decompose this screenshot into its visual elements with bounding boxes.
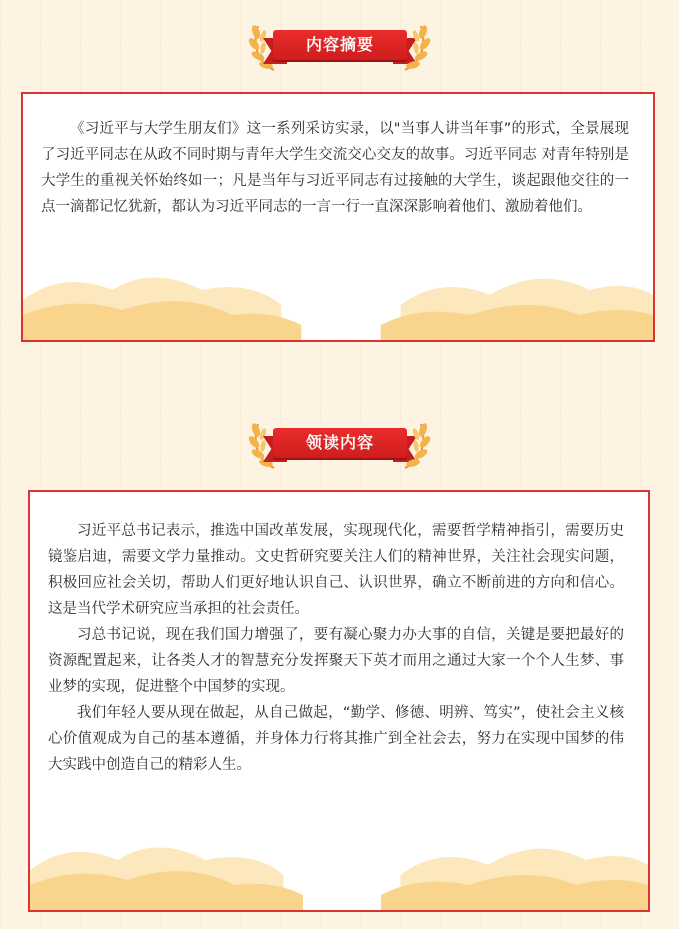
laurel-right-icon [397,418,431,470]
section-header-summary [0,14,679,74]
title-ribbon [273,428,407,462]
paragraph: 《习近平与大学生朋友们》这一系列采访实录，以"当事人讲当年事”的形式，全景展现了习近平同志在从政不同时期与青年大学生交流交心交友的故事。习近平同志 对青年特别是大学生的重视关怀始终如一；凡是当年与习近平同志有过接触的大学生，谈起跟他交往的一点一滴都记忆犹新，都认为习近平同志的一言一行一直深深影响着他们、激励着他们。 [41,121,629,215]
section-title: 领读内容 [305,433,374,452]
reading-card [28,490,650,912]
title-ribbon [273,30,407,64]
summary-text [23,94,653,220]
cloud-decoration [23,260,653,340]
section-title: 内容摘要 [305,35,374,54]
section-header-reading [0,412,679,472]
cloud-decoration [30,830,648,910]
laurel-right-icon [397,20,431,72]
paragraph: 我们年轻人要从现在做起，从自己做起，“勤学、修德、明辨、笃实”，使社会主义核心价值观成为自己的基本遵循，并身体力行将其推广到全社会去，努力在实现中国梦的伟大实践中创造自己的精彩人生。 [48,705,624,773]
paragraph: 习总书记说，现在我们国力增强了，要有凝心聚力办大事的自信，关键是要把最好的资源配置起来，让各类人才的智慧充分发挥聚天下英才而用之通过大家一个个人生梦、事业梦的实现，促进整个中国梦的实现。 [48,627,624,695]
summary-card [21,92,655,342]
paragraph: 习近平总书记表示，推选中国改革发展，实现现代化，需要哲学精神指引，需要历史镜鉴启迪，需要文学力量推动。文史哲研究要关注人们的精神世界，关注社会现实问题，积极回应社会关切，帮助人们更好地认识自己、认识世界，确立不断前进的方向和信心。这是当代学术研究应当承担的社会责任。 [48,523,624,617]
reading-text [30,492,648,778]
